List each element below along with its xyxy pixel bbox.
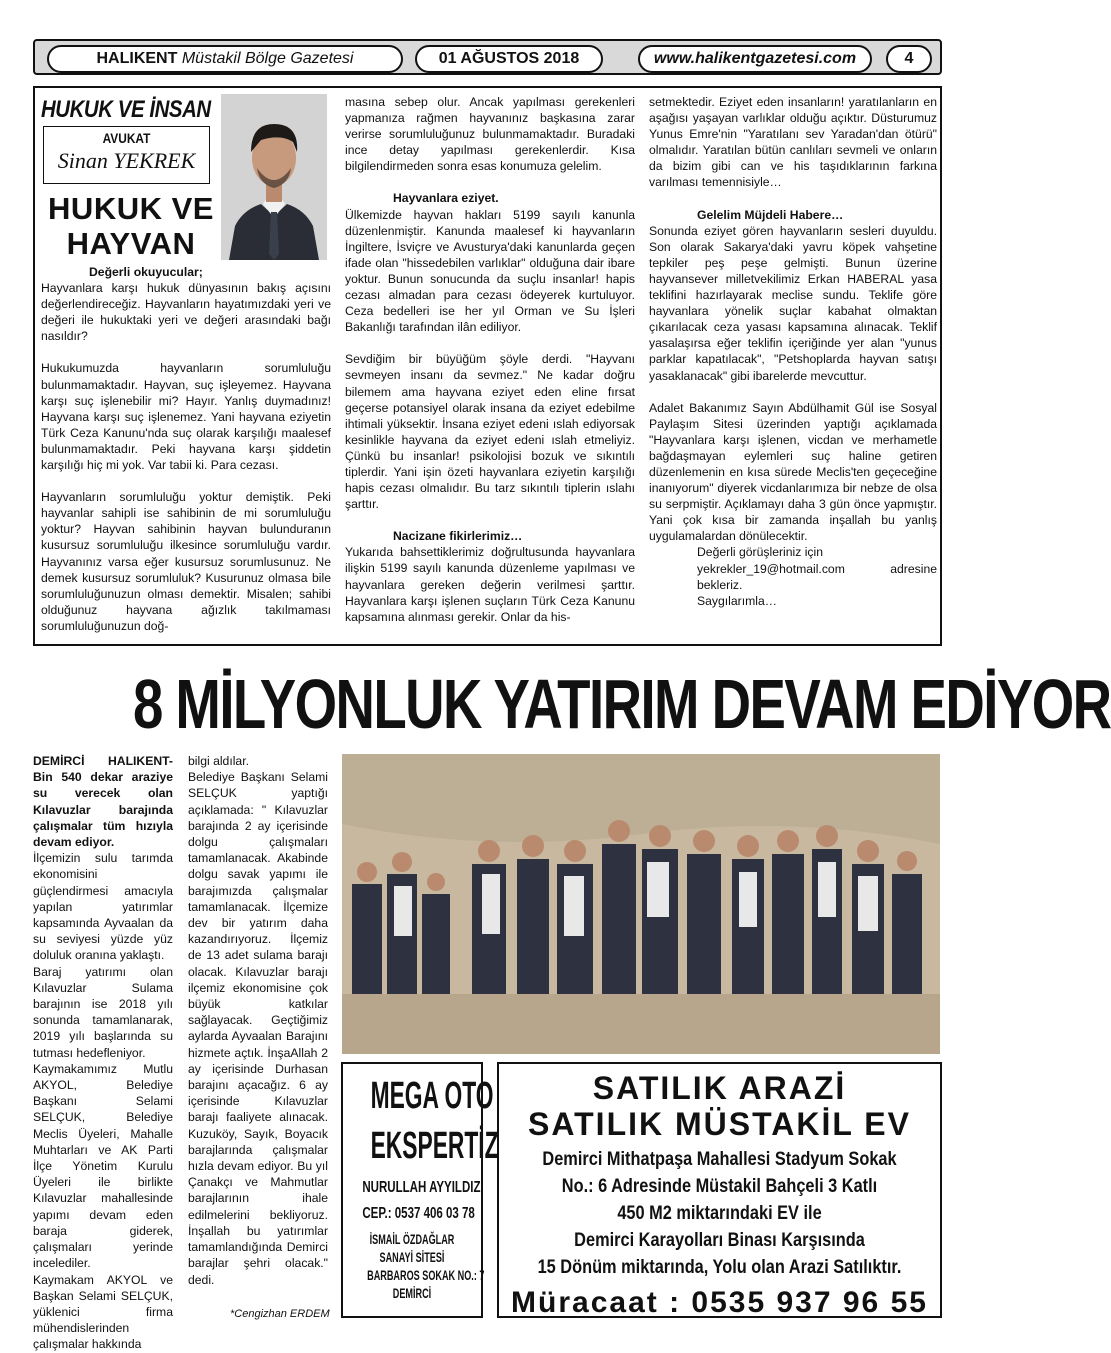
ad-heading-2: SATILIK MÜSTAKİL EV <box>528 1106 911 1142</box>
paragraph: bilgi aldılar. <box>188 754 249 768</box>
paragraph: Kaymakam AKYOL ve Başkan Selami SELÇUK, yüklenici firma mühendislerinden çalışmalar hakkında <box>33 1272 173 1352</box>
article-column-1 <box>41 264 331 634</box>
ad-line-4: Demirci Karayolları Binası Karşısında <box>574 1230 865 1251</box>
author-photo <box>221 94 327 260</box>
news-column-2 <box>188 753 328 1288</box>
paper-subtitle: Müstakil Bölge Gazetesi <box>181 50 354 67</box>
news-column-1 <box>33 753 173 1353</box>
article-column-3 <box>649 94 937 609</box>
paragraph-spacer <box>41 344 331 360</box>
paragraph-spacer <box>41 473 331 489</box>
article-column-2 <box>345 94 635 625</box>
paragraph-spacer <box>345 174 635 190</box>
column-article <box>33 86 942 646</box>
paragraph: Kaymakamımız Mutlu AKYOL, Belediye Başkanı Selami SELÇUK, Belediye Meclis Üyeleri, Mahalle Muhtarları ve AK Parti İlçe Yönetim Kurulu Üyeleri ile birlikte Kılavuzlar mahallesinde yapımı devam eden baraja giderek, çalışmaları yerinde incelediler. <box>33 1061 173 1271</box>
for-sale-advert <box>497 1062 942 1318</box>
ad-address-4: DEMİRCİ <box>392 1285 432 1301</box>
paper-name: HALIKENT <box>96 50 178 67</box>
paragraph: Hayvanlara eziyet. <box>393 191 499 206</box>
paragraph: Belediye Başkanı Selami SELÇUK yaptığı açıklamada: " Kılavuzlar barajında 2 ay içerisinde dolgu çalışmaları tamamlanacak. Akabinde dolgu savak yapımı ile barajımızda çalışmalar tamamlanacak. İlçemize dev bir yatırım daha kazandırıyoruz. İlçemiz de 13 adet sulama barajı olacak. Kılavuzlar barajı ilçemiz ekonomisine çok büyük katkılar sağlayacak. Geçtiğimiz aylarda Ayvaalan Barajını hizmete açtık. İnşaAllah 2 ay içerisinde Durhasan barajını açacağız. 6 ay içerisinde Kılavuzlar barajı faaliyete alınacak. Kuzuköy, Sayık, Boyacık barajlarında çalışmalar hızla devam ediyor. Bu yıl Çanakçı ve Mahmutlar barajlarının ihale edilmelerini bekliyoruz. İnşallah bu yatırımlar tamamlandığında Demirci barajlar şehri olacak." dedi. <box>188 770 328 1287</box>
paragraph: Sonunda eziyet gören hayvanların sesleri duyuldu. Son olarak Sakarya'daki yavru köpek vahşetine tepkiler peş peşe gelmişti. Bunun üzerine hayvansever milletvekilimiz Erkan HABERAL yasa teklifini hazırlayarak meclise sundu. Teklife göre hayvanlara yönelik suçlar kabahat olmaktan çıkarılacak ceza yasası kapsamına alınacak. Teklif yasalaşırsa eğer teklifin içeriğinde yer alan "yunus parklar kapatılacak", "Petshoplarda hayvan satışı yasaklanacak" gibi ibarelerde mevcuttur. <box>649 223 937 383</box>
ad-heading-1: SATILIK ARAZİ <box>592 1070 847 1106</box>
paragraph: Sevdiğim bir büyüğüm şöyle derdi. "Hayvanı sevmeyen insanı da sevmez." Ne kadar doğru bilemem ama hayvana eziyet eden eline fırsat geçerse potansiyel olarak insana da eziyet edebilme ihtimali yüksektir. İnsana eziyet edeni ıslah ediyorsak kesinlikle hayvana da eziyet edeni ıslah etmeliyiz. Çünkü bu insanlar! psikolojisi bozuk ve sıkıntılı tiplerdir. Yani işin özeti hayvanlara eziyetin karşılığı hapis cezası olmalıdır. Bu tarz sıkıntılı tiplerin ıslahı şarttır. <box>345 352 635 512</box>
paragraph: Hayvanların sorumluluğu yoktur demiştik. Peki hayvanlar sahipli ise sahibinin de mi sorumluluğu yoktur? Hayvan sahibinin hayvan bulunduranın kusursuz sorumluluğu ilkesince sorumluluğu vardır. Hayvanınız varsa eğer kusursuz sorumlusunuz. Ne demek kusursuz sorumluluk? Kusurunuz olmasa bile sorumluluğunuzun olması demektir. Misalen; sahibi olduğunuz hayvana ağızlık takılmaması sorumluluğunuzun doğ- <box>41 490 331 633</box>
ad-line-5: 15 Dönüm miktarında, Yolu olan Arazi Satılıktır. <box>537 1257 902 1278</box>
page-number: 4 <box>886 45 932 73</box>
paragraph: Adalet Bakanımız Sayın Abdülhamit Gül ise Sosyal Paylaşım Sitesi üzerinden yaptığı açıklamada "Hayvanlara karşı işlenen, vicdan ve merhametle bağdaşmayan eylemleri suç haline getiren düzenlemenin en kısa sürede Meclis'ten geçeceğine inanıyorum" diyerek vicdanlarımıza bir nebze de olsa su serpmiştir. Açıklamayı daha 3 gün önce yapmıştır. Yani çok kısa bir zamanda inşallah bu yanlış uygulamalardan dönülecektir. <box>649 400 937 544</box>
column-kicker: HUKUK VE İNSAN <box>41 96 211 123</box>
paragraph: Nacizane fikirlerimiz… <box>393 529 523 544</box>
paragraph: İlçemizin sulu tarımda ekonomisini güçlendirmesi amacıyla yapılan yatırımlar kapsamında Ayvaalan da su seviyesi yüzde yüz doluluk oranına yaklaştı. <box>33 851 173 963</box>
author-role: AVUKAT <box>102 130 151 146</box>
paragraph-spacer <box>649 191 937 207</box>
ad-contact-phone: Müracaat : 0535 937 96 55 <box>511 1286 928 1319</box>
paragraph: Gelelim Müjdeli Habere… <box>697 207 844 222</box>
paragraph: Değerli okuyucular; <box>89 265 203 279</box>
news-photo <box>342 754 940 1054</box>
paragraph: yekrekler_19@hotmail.com adresine bekleriz. <box>697 561 937 592</box>
paragraph: Hukukumuzda hayvanların sorumluluğu bulunmamaktadır. Hayvan, suç işleyemez. Hayvana karşı suç işlenebilir mi? Hayır. Yanlış duymadınız! Hayvana karşı suç işlenemez. Yani hayvana eziyetin Türk Ceza Kanunu'nda suç olarak karşılığı maalesef bulunmamaktadır. Peki hayvana karşı şiddetin karşılığı hiç mi yok. Var tabii ki. Para cezası. <box>41 361 331 473</box>
paragraph: Yukarıda bahsettiklerimiz doğrultusunda hayvanlara ilişkin 5199 sayılı kanunda düzenleme yapılması ve hayvanlara gereken değerin verilmesi şarttır. Hayvanlara karşı işlenen suçların Türk Ceza Kanunu kapsamına alınması gerekir. Onlar da his- <box>345 545 635 624</box>
photo-credit: *Cengizhan ERDEM <box>230 1308 330 1320</box>
ad-line-2: No.: 6 Adresinde Müstakil Bahçeli 3 Katlı <box>561 1176 878 1197</box>
paragraph: Baraj yatırımı olan Kılavuzlar Sulama barajının ise 2018 yılı sonunda tamamlanarak, 2019 yılı başlarında su tutması hedefleniyor. <box>33 964 173 1060</box>
issue-date: 01 AĞUSTOS 2018 <box>415 45 603 73</box>
news-headline: 8 MİLYONLUK YATIRIM DEVAM EDİYOR <box>132 665 1111 743</box>
paragraph: Hayvanlara karşı hukuk dünyasının bakış açısını değerlendireceğiz. Hayvanların hayatımızdaki yeri ve değeri ile hukuktaki yeri ve değeri arasındaki bağı nasıldır? <box>41 281 331 344</box>
ad-line-3: 450 M2 miktarındaki EV ile <box>617 1203 822 1224</box>
website-link[interactable]: www.halikentgazetesi.com <box>638 45 872 73</box>
masthead <box>47 45 403 73</box>
paragraph: DEMİRCİ HALIKENT- Bin 540 dekar araziye su verecek olan Kılavuzlar barajında çalışmalar tüm hızıyla devam ediyor. <box>33 754 173 850</box>
paragraph: masına sebep olur. Ancak yapılması gerekenleri yapmanıza rağmen hayvanınız başkasına zarar verirse sorumluluğunuz bulunmamaktadır. Buradaki ince detay yapılması gerekenlerdir. Kısa bilgilendirmeden sonra esas konumuza gelelim. <box>345 95 635 174</box>
paragraph: setmektedir. Eziyet eden insanların! yaratılanların en aşağısı yaşayan varlıklar olduğu açıktır. Düsturumuz Yunus Emre'nin "Yaratılanı sev Yaradan'dan ötürü" olmalıdır. Yaratılan bütün canlıları sevmeli ve onların da bizim gibi can ve his taşıdıklarının farkına varılması temennisiyle… <box>649 95 937 190</box>
paragraph: Saygılarımla… <box>697 593 777 608</box>
ad-address-2: SANAYİ SİTESİ <box>379 1249 445 1265</box>
ad-address-1: İSMAİL ÖZDAĞLAR <box>369 1231 455 1247</box>
ad-owner: NURULLAH AYYILDIZ <box>362 1179 481 1196</box>
author-box <box>43 126 210 184</box>
ad-phone: CEP.: 0537 406 03 78 <box>362 1205 475 1222</box>
mega-oto-advert <box>341 1062 499 1318</box>
page-header <box>33 39 942 75</box>
paragraph: Ülkemizde hayvan hakları 5199 sayılı kanunla düzenlenmiştir. Kanunda maalesef ki hayvanların İngiltere, İsviçre ve Avusturya'daki kanunlarda geçen ifade olan "hissedebilen varlıklar" olduğuna dair ibare yoktur. Bunun sonucunda da suçlu insanlar! hapis cezası almadan para cezası ödeyerek kurtuluyor. Ceza bedelleri ise her yıl Orman ve Su İşleri Bakanlığı tarafından ilân ediliyor. <box>345 207 635 335</box>
paragraph-spacer <box>649 384 937 400</box>
paragraph: Değerli görüşleriniz için <box>697 545 823 560</box>
paragraph-spacer <box>345 512 635 528</box>
author-name: Sinan YEKREK <box>57 148 196 173</box>
ad-title-1: MEGA OTO <box>370 1075 494 1117</box>
ad-title-2: EKSPERTİZ <box>370 1125 499 1167</box>
ad-line-1: Demirci Mithatpaşa Mahallesi Stadyum Sokak <box>542 1149 897 1170</box>
paragraph-spacer <box>345 335 635 351</box>
article-title: HUKUK VE HAYVAN <box>48 191 214 261</box>
ad-address-3: BARBAROS SOKAK NO.: 7 <box>367 1267 485 1283</box>
